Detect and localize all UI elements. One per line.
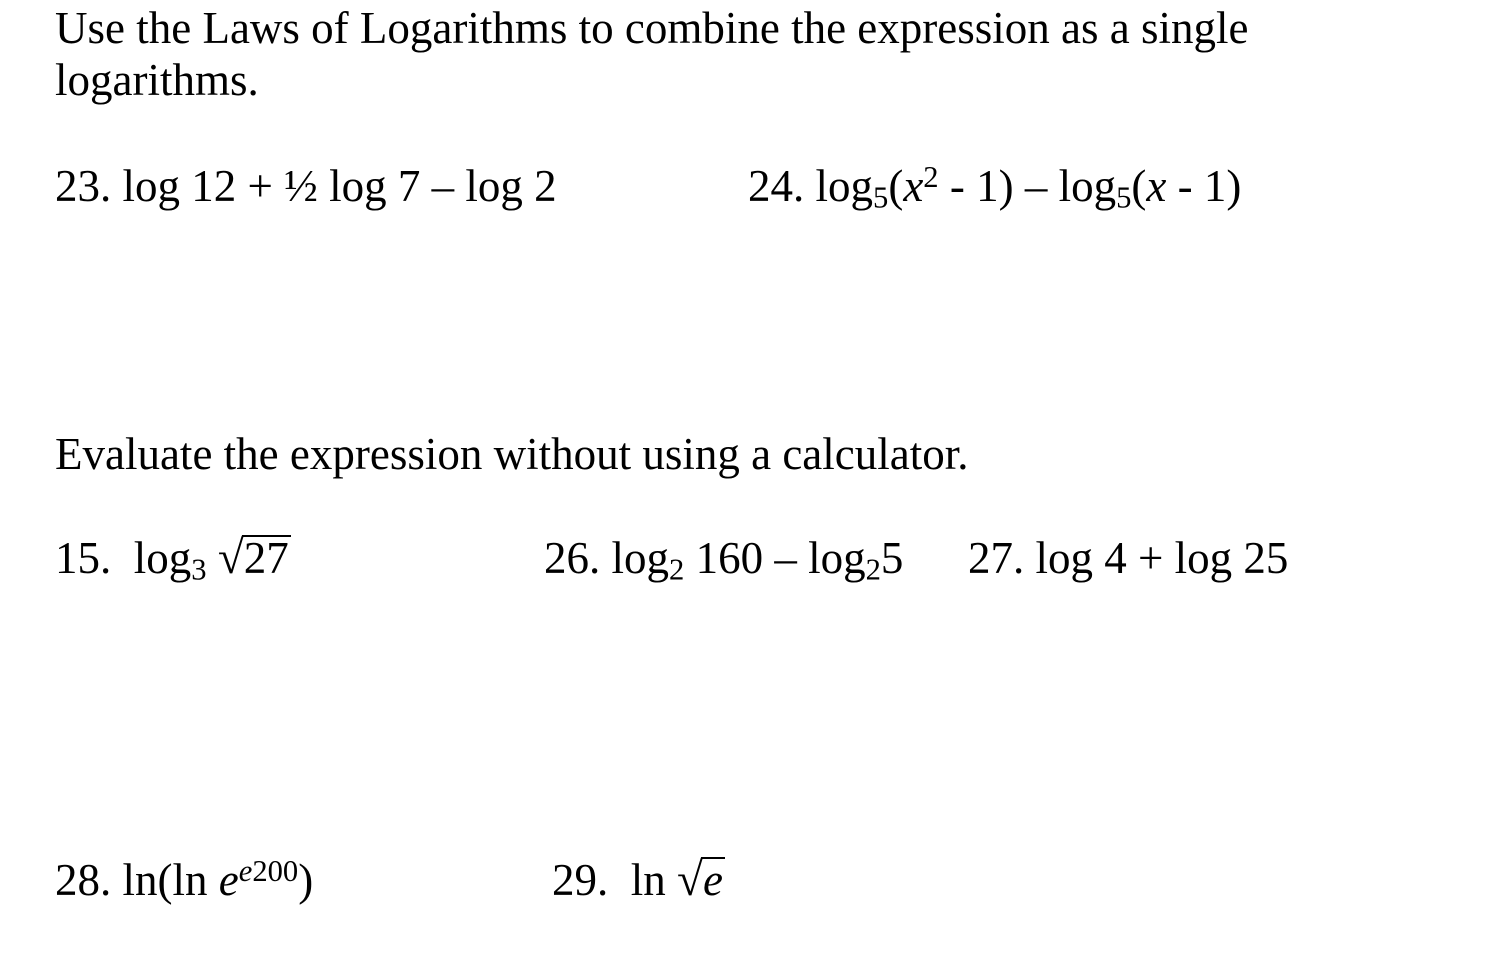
paren: ( <box>888 161 904 211</box>
problem-15 <box>55 532 291 587</box>
log-word: log <box>1058 161 1117 211</box>
log-base: 5 <box>873 180 889 215</box>
paren: ) <box>298 855 314 905</box>
log-word: log <box>815 161 874 211</box>
square-root: √27 <box>217 532 289 584</box>
problem-number: 26. <box>544 533 601 583</box>
problem-number: 29. <box>552 855 609 905</box>
log-word: log <box>133 533 192 583</box>
log-base: 3 <box>191 552 207 587</box>
log-base: 2 <box>865 552 881 587</box>
problem-29 <box>552 854 725 906</box>
instruction-line-2: logarithms. <box>55 55 259 105</box>
log-base: 2 <box>669 552 685 587</box>
variable-x: x <box>903 161 924 211</box>
expression-part: 5 <box>880 533 904 583</box>
expression-part: 160 – <box>695 533 809 583</box>
log-word: log <box>808 533 866 583</box>
exponent-number: 200 <box>252 854 299 889</box>
ln-word: ln <box>630 855 666 905</box>
section-2-instruction: Evaluate the expression without using a calculator. <box>55 429 969 479</box>
radicand: e <box>702 855 723 905</box>
problem-24 <box>748 160 1242 215</box>
problem-28 <box>55 854 313 906</box>
paren: ( <box>1131 161 1147 211</box>
expression-part: ln(ln <box>122 855 219 905</box>
problem-number: 24. <box>748 161 805 211</box>
expression-part: - 1) <box>1166 161 1242 211</box>
log-word: log <box>611 533 670 583</box>
exponent-e: e <box>238 854 253 889</box>
radicand: 27 <box>243 533 289 583</box>
log-base: 5 <box>1116 180 1132 215</box>
variable-x: x <box>1146 161 1167 211</box>
exponent: 2 <box>923 160 939 195</box>
variable-e: e <box>218 855 239 905</box>
problem-number: 15. <box>55 533 112 583</box>
problem-26 <box>544 532 904 587</box>
problem-number: 28. <box>55 855 112 905</box>
instruction-line-1: Use the Laws of Logarithms to combine the expression as a single <box>55 3 1249 53</box>
square-root: √e <box>677 854 723 906</box>
problem-27: 27. log 4 + log 25 <box>968 533 1289 583</box>
expression-part: - 1) – <box>938 161 1059 211</box>
problem-23: 23. log 12 + ½ log 7 – log 2 <box>55 161 557 211</box>
